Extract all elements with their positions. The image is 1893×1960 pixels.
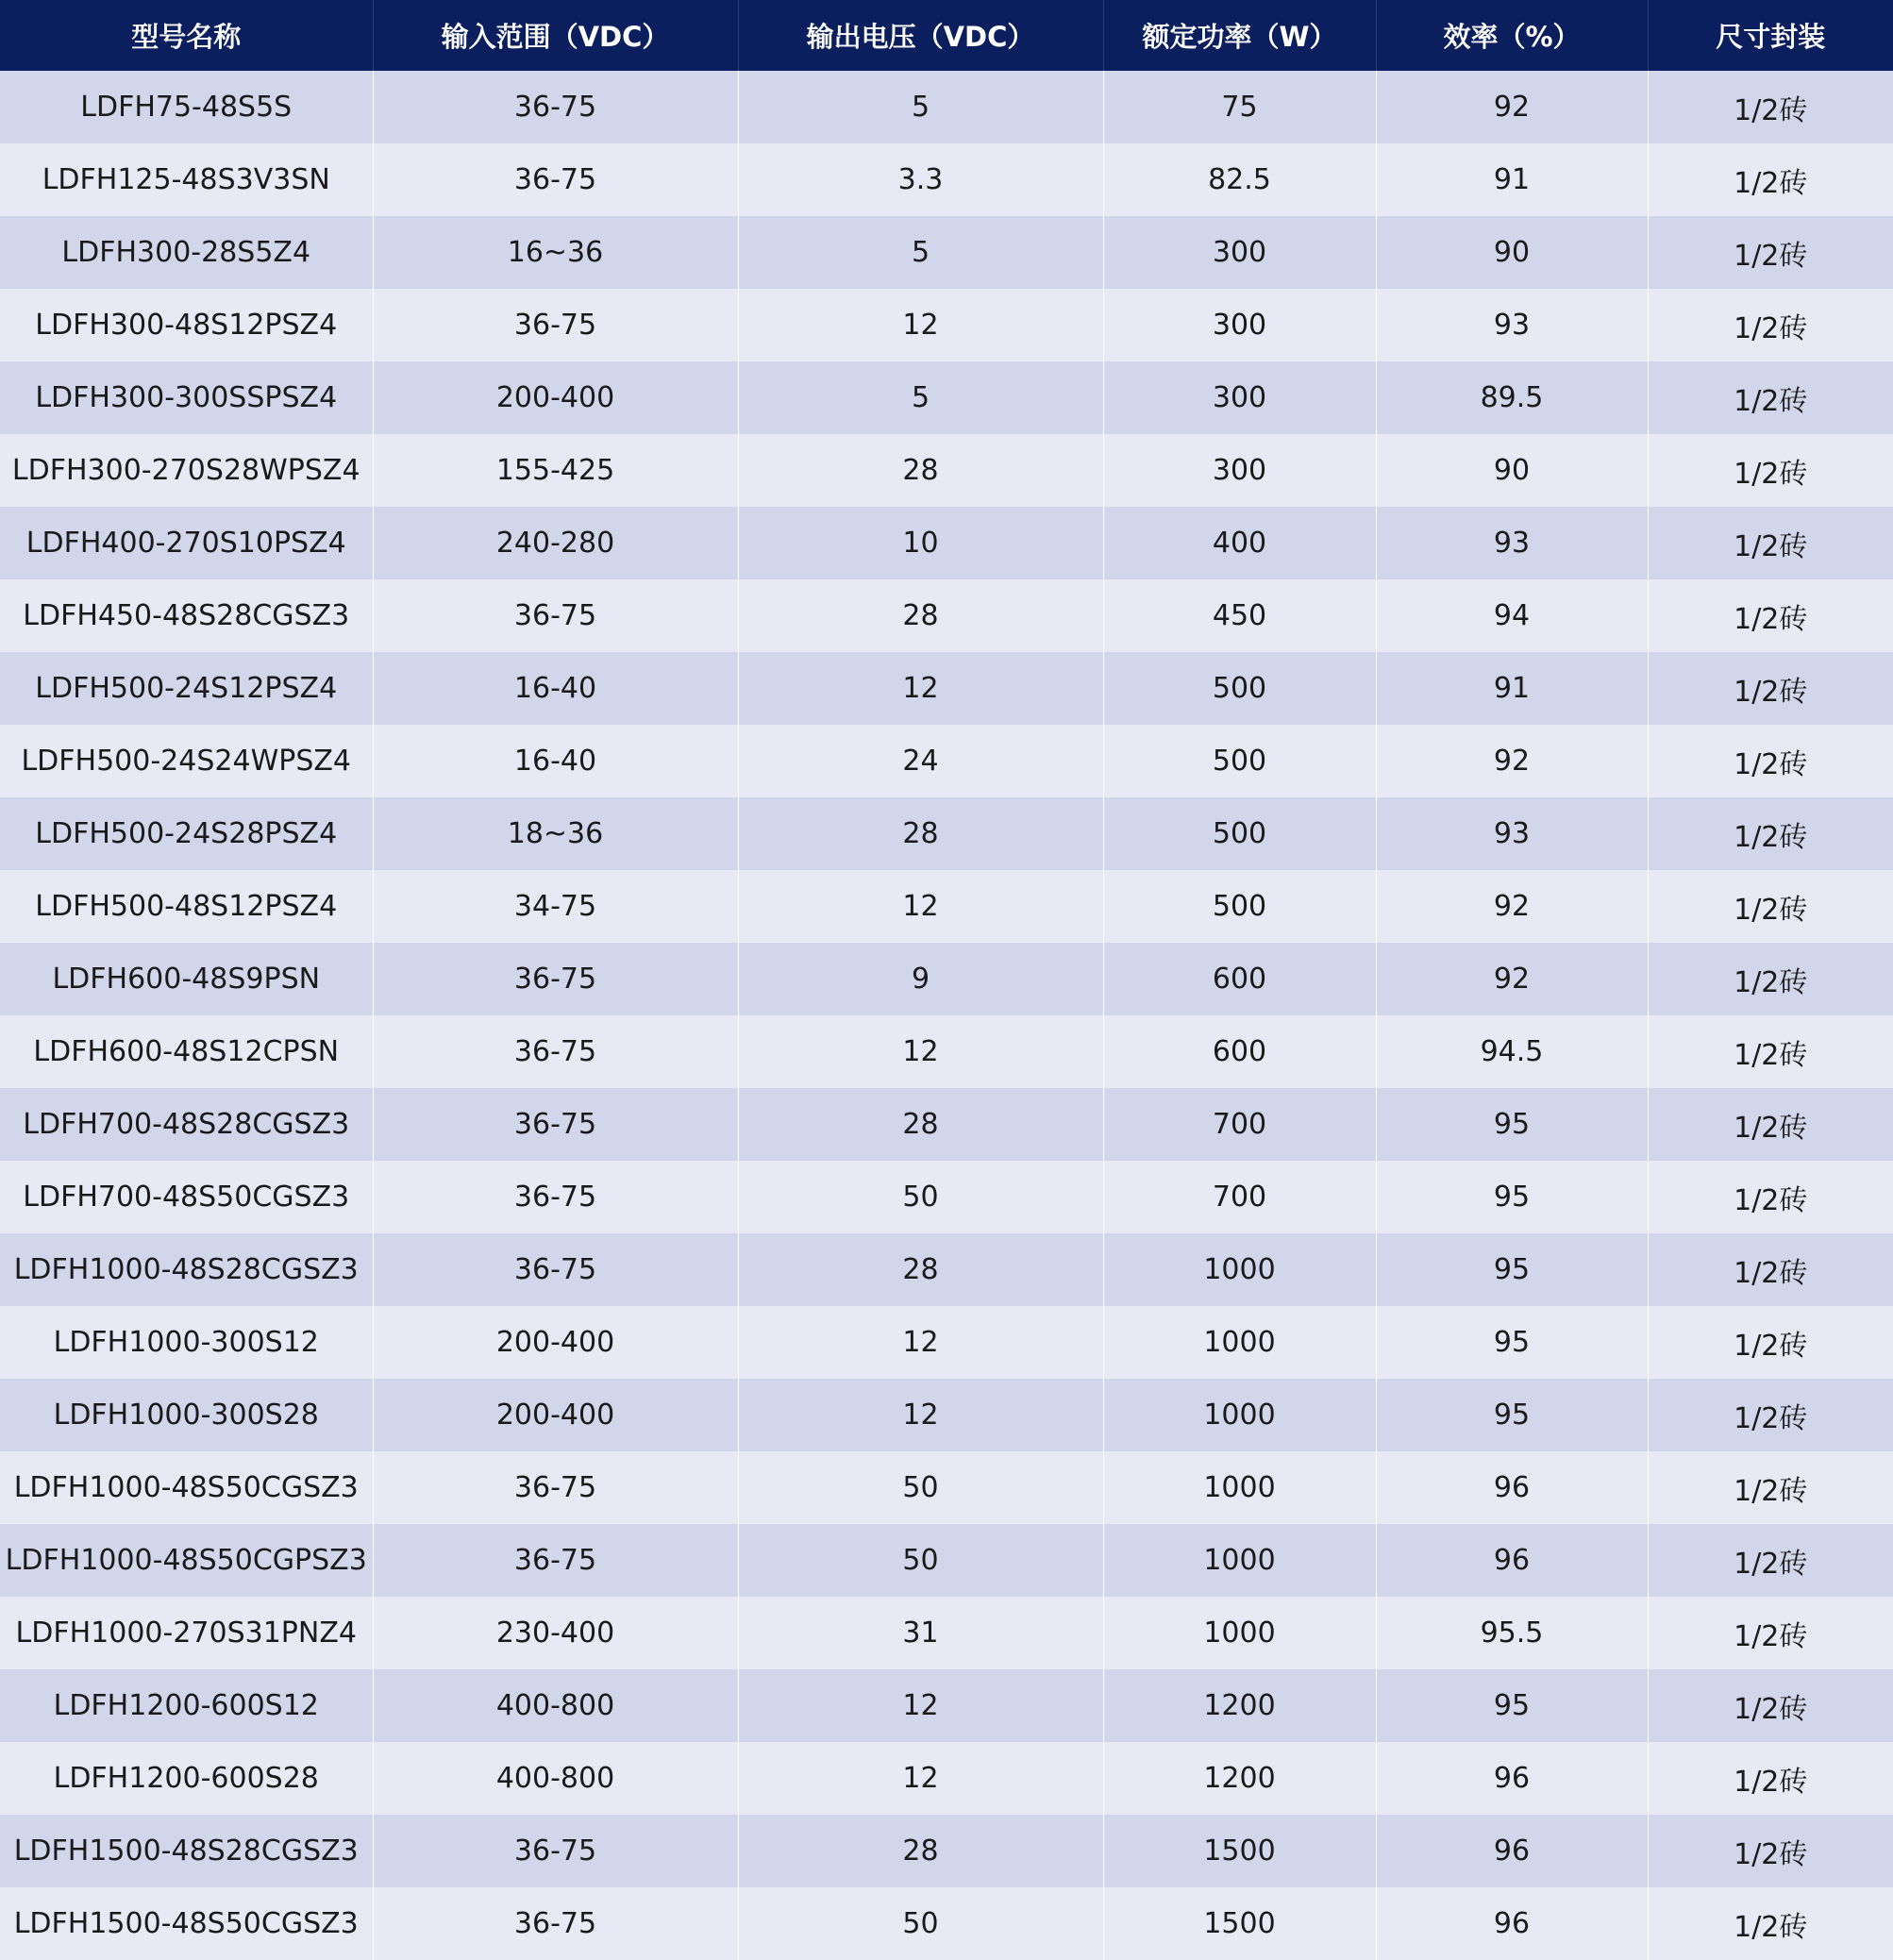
cell-package-size: 1/2砖 [1648, 1088, 1893, 1161]
cell-model-name: LDFH400-270S10PSZ4 [0, 507, 373, 579]
cell-output-voltage: 12 [738, 652, 1103, 725]
cell-package-size: 1/2砖 [1648, 1451, 1893, 1524]
cell-output-voltage: 50 [738, 1524, 1103, 1597]
cell-rated-power: 700 [1103, 1161, 1376, 1233]
cell-output-voltage: 28 [738, 434, 1103, 507]
cell-model-name: LDFH1000-48S28CGSZ3 [0, 1233, 373, 1306]
cell-efficiency: 90 [1376, 216, 1648, 289]
table-row [0, 143, 1893, 216]
cell-rated-power: 500 [1103, 870, 1376, 943]
cell-rated-power: 300 [1103, 434, 1376, 507]
cell-input-range: 200-400 [373, 1379, 738, 1451]
table-row [0, 216, 1893, 289]
cell-package-size: 1/2砖 [1648, 71, 1893, 143]
cell-input-range: 36-75 [373, 1451, 738, 1524]
cell-model-name: LDFH75-48S5S [0, 71, 373, 143]
table-header [0, 0, 1893, 71]
cell-input-range: 36-75 [373, 71, 738, 143]
cell-rated-power: 450 [1103, 579, 1376, 652]
cell-efficiency: 96 [1376, 1815, 1648, 1887]
cell-output-voltage: 12 [738, 870, 1103, 943]
cell-model-name: LDFH600-48S9PSN [0, 943, 373, 1015]
cell-package-size: 1/2砖 [1648, 361, 1893, 434]
header-output-voltage: 输出电压（VDC） [738, 0, 1103, 71]
table-row [0, 289, 1893, 361]
cell-output-voltage: 50 [738, 1887, 1103, 1960]
cell-rated-power: 500 [1103, 797, 1376, 870]
table-row [0, 1379, 1893, 1451]
table-row [0, 1088, 1893, 1161]
cell-efficiency: 94.5 [1376, 1015, 1648, 1088]
cell-package-size: 1/2砖 [1648, 943, 1893, 1015]
cell-package-size: 1/2砖 [1648, 1161, 1893, 1233]
cell-output-voltage: 50 [738, 1161, 1103, 1233]
cell-package-size: 1/2砖 [1648, 870, 1893, 943]
table-row [0, 1015, 1893, 1088]
cell-model-name: LDFH500-24S28PSZ4 [0, 797, 373, 870]
cell-efficiency: 95 [1376, 1161, 1648, 1233]
cell-rated-power: 75 [1103, 71, 1376, 143]
cell-input-range: 36-75 [373, 143, 738, 216]
table-row [0, 1524, 1893, 1597]
cell-efficiency: 91 [1376, 652, 1648, 725]
cell-efficiency: 95 [1376, 1088, 1648, 1161]
cell-model-name: LDFH300-300SSPSZ4 [0, 361, 373, 434]
cell-rated-power: 1200 [1103, 1742, 1376, 1815]
cell-package-size: 1/2砖 [1648, 507, 1893, 579]
cell-output-voltage: 12 [738, 1669, 1103, 1742]
cell-rated-power: 500 [1103, 652, 1376, 725]
cell-model-name: LDFH300-48S12PSZ4 [0, 289, 373, 361]
table-row [0, 725, 1893, 797]
cell-efficiency: 93 [1376, 507, 1648, 579]
cell-efficiency: 92 [1376, 71, 1648, 143]
cell-model-name: LDFH1200-600S12 [0, 1669, 373, 1742]
cell-model-name: LDFH1000-48S50CGSZ3 [0, 1451, 373, 1524]
cell-output-voltage: 12 [738, 1742, 1103, 1815]
cell-efficiency: 90 [1376, 434, 1648, 507]
cell-output-voltage: 3.3 [738, 143, 1103, 216]
cell-package-size: 1/2砖 [1648, 1597, 1893, 1669]
cell-model-name: LDFH1200-600S28 [0, 1742, 373, 1815]
cell-input-range: 230-400 [373, 1597, 738, 1669]
cell-rated-power: 1000 [1103, 1451, 1376, 1524]
table-row [0, 1815, 1893, 1887]
header-package-size: 尺寸封装 [1648, 0, 1893, 71]
cell-rated-power: 1000 [1103, 1597, 1376, 1669]
cell-efficiency: 92 [1376, 725, 1648, 797]
cell-rated-power: 1000 [1103, 1379, 1376, 1451]
table-row [0, 652, 1893, 725]
table-row [0, 1742, 1893, 1815]
cell-input-range: 34-75 [373, 870, 738, 943]
table-row [0, 507, 1893, 579]
cell-rated-power: 400 [1103, 507, 1376, 579]
cell-output-voltage: 28 [738, 797, 1103, 870]
header-rated-power: 额定功率（W） [1103, 0, 1376, 71]
cell-efficiency: 93 [1376, 797, 1648, 870]
cell-rated-power: 1500 [1103, 1815, 1376, 1887]
cell-model-name: LDFH700-48S50CGSZ3 [0, 1161, 373, 1233]
cell-package-size: 1/2砖 [1648, 1233, 1893, 1306]
cell-input-range: 240-280 [373, 507, 738, 579]
cell-input-range: 36-75 [373, 1088, 738, 1161]
cell-model-name: LDFH1000-300S12 [0, 1306, 373, 1379]
cell-efficiency: 95.5 [1376, 1597, 1648, 1669]
cell-input-range: 18~36 [373, 797, 738, 870]
cell-package-size: 1/2砖 [1648, 1524, 1893, 1597]
cell-input-range: 36-75 [373, 1015, 738, 1088]
cell-input-range: 36-75 [373, 1233, 738, 1306]
cell-model-name: LDFH500-48S12PSZ4 [0, 870, 373, 943]
cell-package-size: 1/2砖 [1648, 1815, 1893, 1887]
cell-package-size: 1/2砖 [1648, 579, 1893, 652]
cell-input-range: 36-75 [373, 1887, 738, 1960]
cell-efficiency: 95 [1376, 1669, 1648, 1742]
header-efficiency: 效率（%） [1376, 0, 1648, 71]
cell-output-voltage: 5 [738, 361, 1103, 434]
table-row [0, 361, 1893, 434]
cell-model-name: LDFH1000-48S50CGPSZ3 [0, 1524, 373, 1597]
cell-model-name: LDFH450-48S28CGSZ3 [0, 579, 373, 652]
cell-output-voltage: 12 [738, 1379, 1103, 1451]
cell-efficiency: 91 [1376, 143, 1648, 216]
cell-efficiency: 95 [1376, 1233, 1648, 1306]
cell-efficiency: 92 [1376, 870, 1648, 943]
cell-model-name: LDFH1500-48S28CGSZ3 [0, 1815, 373, 1887]
cell-output-voltage: 28 [738, 1815, 1103, 1887]
cell-rated-power: 300 [1103, 216, 1376, 289]
cell-model-name: LDFH1000-300S28 [0, 1379, 373, 1451]
cell-input-range: 16-40 [373, 652, 738, 725]
cell-input-range: 36-75 [373, 289, 738, 361]
cell-efficiency: 92 [1376, 943, 1648, 1015]
table-row [0, 870, 1893, 943]
cell-input-range: 36-75 [373, 1161, 738, 1233]
table-row [0, 1306, 1893, 1379]
cell-model-name: LDFH125-48S3V3SN [0, 143, 373, 216]
cell-input-range: 16~36 [373, 216, 738, 289]
cell-rated-power: 1000 [1103, 1306, 1376, 1379]
cell-efficiency: 89.5 [1376, 361, 1648, 434]
cell-input-range: 36-75 [373, 579, 738, 652]
cell-model-name: LDFH1500-48S50CGSZ3 [0, 1887, 373, 1960]
header-row [0, 0, 1893, 71]
cell-efficiency: 95 [1376, 1306, 1648, 1379]
cell-package-size: 1/2砖 [1648, 1742, 1893, 1815]
cell-model-name: LDFH700-48S28CGSZ3 [0, 1088, 373, 1161]
cell-input-range: 155-425 [373, 434, 738, 507]
cell-efficiency: 96 [1376, 1742, 1648, 1815]
cell-rated-power: 700 [1103, 1088, 1376, 1161]
cell-output-voltage: 31 [738, 1597, 1103, 1669]
cell-model-name: LDFH300-28S5Z4 [0, 216, 373, 289]
cell-input-range: 400-800 [373, 1742, 738, 1815]
cell-package-size: 1/2砖 [1648, 434, 1893, 507]
cell-package-size: 1/2砖 [1648, 216, 1893, 289]
cell-rated-power: 300 [1103, 289, 1376, 361]
table-row [0, 943, 1893, 1015]
cell-output-voltage: 28 [738, 1088, 1103, 1161]
cell-input-range: 36-75 [373, 1524, 738, 1597]
cell-output-voltage: 9 [738, 943, 1103, 1015]
header-input-range: 输入范围（VDC） [373, 0, 738, 71]
cell-model-name: LDFH1000-270S31PNZ4 [0, 1597, 373, 1669]
cell-output-voltage: 28 [738, 1233, 1103, 1306]
cell-output-voltage: 12 [738, 289, 1103, 361]
cell-package-size: 1/2砖 [1648, 1887, 1893, 1960]
cell-efficiency: 96 [1376, 1887, 1648, 1960]
cell-model-name: LDFH500-24S24WPSZ4 [0, 725, 373, 797]
cell-output-voltage: 28 [738, 579, 1103, 652]
cell-input-range: 200-400 [373, 1306, 738, 1379]
cell-rated-power: 82.5 [1103, 143, 1376, 216]
cell-rated-power: 1000 [1103, 1233, 1376, 1306]
cell-package-size: 1/2砖 [1648, 143, 1893, 216]
cell-output-voltage: 10 [738, 507, 1103, 579]
cell-package-size: 1/2砖 [1648, 1015, 1893, 1088]
cell-model-name: LDFH600-48S12CPSN [0, 1015, 373, 1088]
table-row [0, 1451, 1893, 1524]
table-row [0, 1161, 1893, 1233]
cell-rated-power: 500 [1103, 725, 1376, 797]
cell-efficiency: 96 [1376, 1451, 1648, 1524]
cell-package-size: 1/2砖 [1648, 725, 1893, 797]
cell-model-name: LDFH500-24S12PSZ4 [0, 652, 373, 725]
cell-input-range: 36-75 [373, 1815, 738, 1887]
cell-output-voltage: 5 [738, 216, 1103, 289]
table-row [0, 579, 1893, 652]
cell-rated-power: 600 [1103, 943, 1376, 1015]
cell-input-range: 200-400 [373, 361, 738, 434]
cell-package-size: 1/2砖 [1648, 797, 1893, 870]
cell-input-range: 400-800 [373, 1669, 738, 1742]
table-row [0, 1233, 1893, 1306]
cell-rated-power: 600 [1103, 1015, 1376, 1088]
table-row [0, 71, 1893, 143]
cell-model-name: LDFH300-270S28WPSZ4 [0, 434, 373, 507]
cell-output-voltage: 12 [738, 1015, 1103, 1088]
cell-rated-power: 300 [1103, 361, 1376, 434]
cell-rated-power: 1500 [1103, 1887, 1376, 1960]
cell-efficiency: 95 [1376, 1379, 1648, 1451]
table-body [0, 71, 1893, 1960]
cell-output-voltage: 50 [738, 1451, 1103, 1524]
cell-output-voltage: 12 [738, 1306, 1103, 1379]
cell-package-size: 1/2砖 [1648, 1669, 1893, 1742]
header-model-name: 型号名称 [0, 0, 373, 71]
table-row [0, 1669, 1893, 1742]
cell-package-size: 1/2砖 [1648, 1379, 1893, 1451]
cell-input-range: 16-40 [373, 725, 738, 797]
table-row [0, 1597, 1893, 1669]
cell-package-size: 1/2砖 [1648, 652, 1893, 725]
table-row [0, 797, 1893, 870]
table-row [0, 1887, 1893, 1960]
cell-package-size: 1/2砖 [1648, 1306, 1893, 1379]
cell-package-size: 1/2砖 [1648, 289, 1893, 361]
cell-rated-power: 1000 [1103, 1524, 1376, 1597]
cell-rated-power: 1200 [1103, 1669, 1376, 1742]
cell-efficiency: 94 [1376, 579, 1648, 652]
cell-input-range: 36-75 [373, 943, 738, 1015]
cell-efficiency: 96 [1376, 1524, 1648, 1597]
cell-output-voltage: 5 [738, 71, 1103, 143]
cell-output-voltage: 24 [738, 725, 1103, 797]
cell-efficiency: 93 [1376, 289, 1648, 361]
table-row [0, 434, 1893, 507]
